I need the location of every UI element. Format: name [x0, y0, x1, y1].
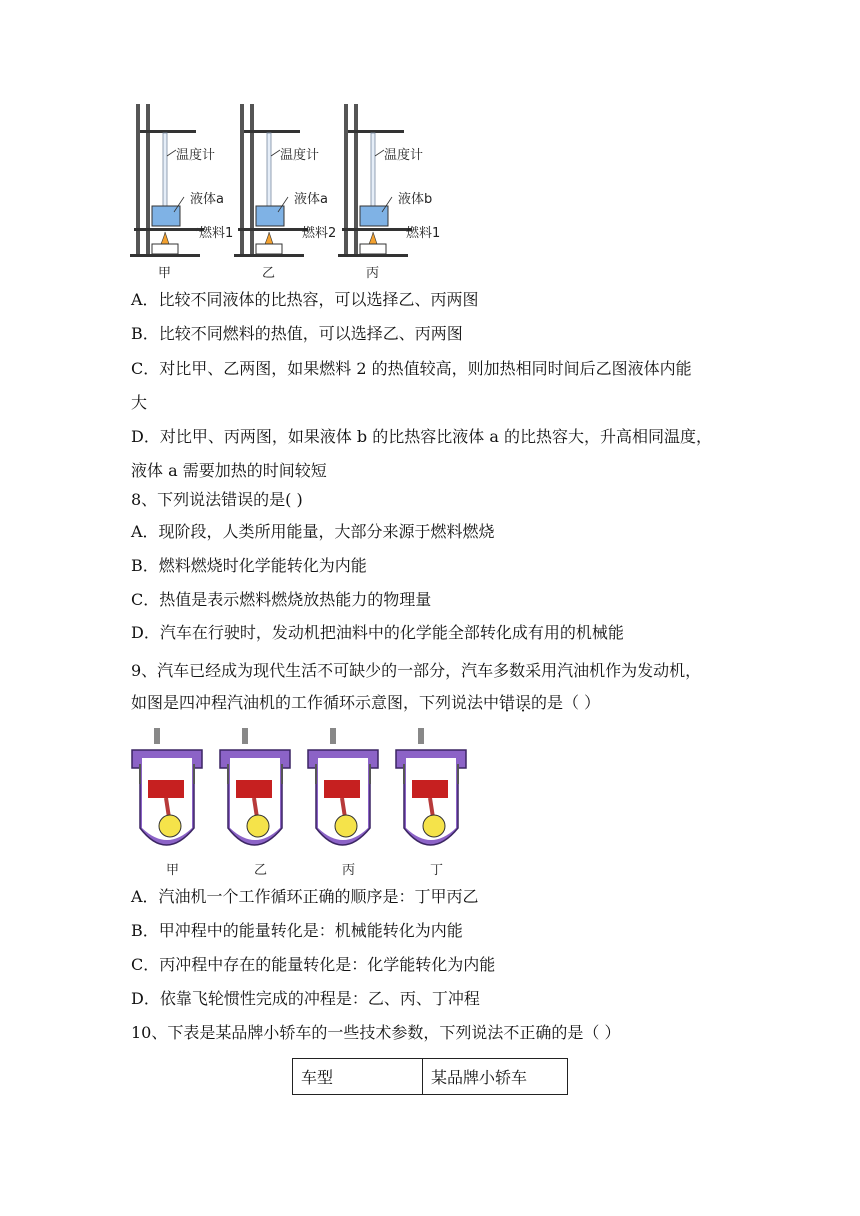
- label-liquid-a-1: 液体a: [190, 192, 224, 207]
- spec-table: [292, 1058, 568, 1095]
- apparatus-bing: [338, 104, 412, 257]
- four-stroke-engine-figure: [126, 728, 486, 880]
- table-cell: 某品牌小轿车: [423, 1059, 568, 1095]
- caption-bing: 丙: [366, 266, 380, 281]
- q9-stem-tail: 的是（ ）: [531, 693, 601, 712]
- engine-caption-jia: 甲: [166, 863, 180, 878]
- q8-stem: 8、下列说法错误的是( ): [131, 490, 303, 509]
- q7-option-a: A．比较不同液体的比热容，可以选择乙、丙两图: [131, 290, 479, 309]
- heating-experiment-figure: [126, 104, 446, 282]
- q8-option-a: A．现阶段，人类所用能量，大部分来源于燃料燃烧: [131, 522, 495, 541]
- q7-option-c-line1: C．对比甲、乙两图，如果燃料 2 的热值较高，则加热相同时间后乙图液体内能: [131, 359, 692, 378]
- label-liquid-a-2: 液体a: [294, 192, 328, 207]
- q7-option-d-line2: 液体 a 需要加热的时间较短: [131, 461, 327, 480]
- q7-option-c-line2: 大: [131, 393, 148, 412]
- engine-caption-bing: 丙: [342, 863, 356, 878]
- q10-stem: 10、下表是某品牌小轿车的一些技术参数，下列说法不正确的是（ ）: [131, 1023, 621, 1042]
- q9-emphasis-char-2: 误: [515, 693, 532, 712]
- q9-stem-line1: 9、汽车已经成为现代生活不可缺少的一部分，汽车多数采用汽油机作为发动机，: [131, 661, 702, 680]
- caption-yi: 乙: [262, 266, 276, 281]
- caption-jia: 甲: [158, 266, 172, 281]
- engine-jia: [132, 728, 202, 845]
- label-thermometer-1: 温度计: [176, 148, 216, 163]
- label-liquid-b: 液体b: [398, 192, 433, 207]
- label-thermometer-3: 温度计: [384, 148, 424, 163]
- q9-option-c: C．丙冲程中存在的能量转化是：化学能转化为内能: [131, 955, 496, 974]
- table-cell: 车型: [293, 1059, 423, 1095]
- q8-option-d: D．汽车在行驶时，发动机把油料中的化学能全部转化成有用的机械能: [131, 623, 624, 642]
- label-fuel1-1: 燃料1: [199, 226, 234, 241]
- q8-option-c: C．热值是表示燃料燃烧放热能力的物理量: [131, 590, 432, 609]
- q9-emphasis-char-1: 错: [499, 693, 516, 712]
- q9-option-d: D．依靠飞轮惯性完成的冲程是：乙、丙、丁冲程: [131, 989, 480, 1008]
- label-thermometer-2: 温度计: [280, 148, 320, 163]
- label-fuel1-3: 燃料1: [406, 226, 441, 241]
- q9-option-a: A．汽油机一个工作循环正确的顺序是：丁甲丙乙: [131, 887, 479, 906]
- q7-option-b: B．比较不同燃料的热值，可以选择乙、丙两图: [131, 324, 463, 343]
- apparatus-jia: [130, 104, 204, 257]
- engine-caption-ding: 丁: [430, 863, 444, 878]
- q9-option-b: B．甲冲程中的能量转化是：机械能转化为内能: [131, 921, 463, 940]
- q7-option-d-line1: D．对比甲、丙两图，如果液体 b 的比热容比液体 a 的比热容大，升高相同温度，: [131, 427, 712, 446]
- q9-stem-line2: [131, 693, 600, 713]
- q8-option-b: B．燃料燃烧时化学能转化为内能: [131, 556, 367, 575]
- apparatus-yi: [234, 104, 308, 257]
- table-row: [293, 1059, 568, 1095]
- label-fuel2: 燃料2: [302, 226, 337, 241]
- q9-stem-text: 如图是四冲程汽油机的工作循环示意图，下列说法中: [131, 693, 500, 712]
- engine-caption-yi: 乙: [254, 863, 268, 878]
